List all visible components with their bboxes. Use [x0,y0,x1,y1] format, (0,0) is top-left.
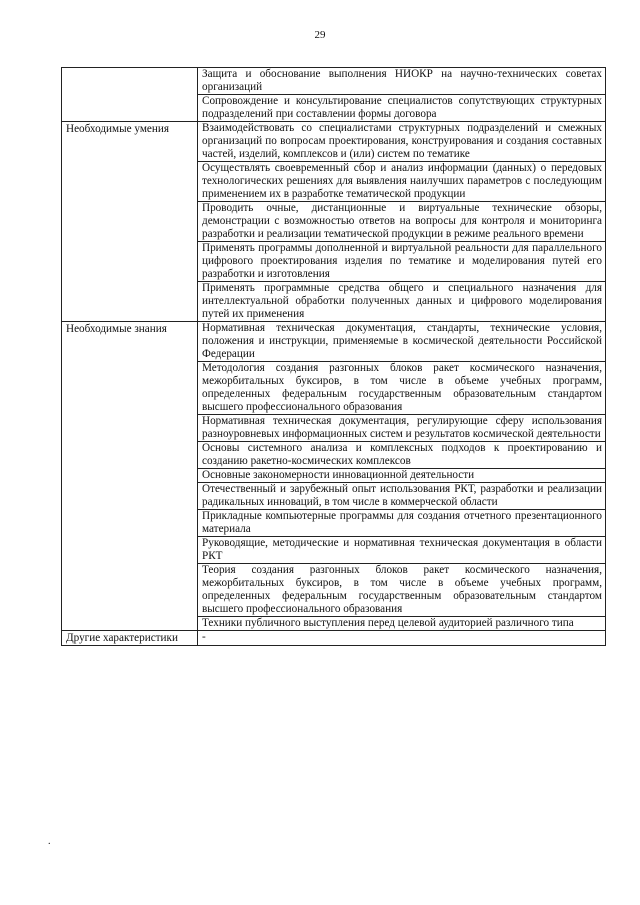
section-label: Другие характеристики [62,631,198,646]
requirement-cell: Защита и обоснование выполнения НИОКР на научно-технических советах организаций [198,68,606,95]
section-label: Необходимые знания [62,322,198,631]
requirement-cell: Методология создания разгонных блоков ракет космического назначения, межорбитальных буксиров, в том числе в объеме учебных программ, определенных федеральным государственным образовательным стандартом высшего профессионального образования [198,362,606,415]
page-number: 29 [314,29,326,41]
requirement-cell: Основные закономерности инновационной деятельности [198,469,606,483]
requirement-cell: Основы системного анализа и комплексных подходов к проектированию и созданию ракетно-космических комплексов [198,442,606,469]
requirement-cell: Прикладные компьютерные программы для создания отчетного презентационного материала [198,510,606,537]
requirement-cell: Взаимодействовать со специалистами структурных подразделений и смежных организаций по вопросам проектирования, конструирования и создания составных частей, изделий, комплексов и (или) систем по тематике [198,122,606,162]
table-row [62,68,606,95]
requirement-cell: Применять программные средства общего и специального назначения для интеллектуальной обработки полученных данных и цифрового моделирования путей их применения [198,282,606,322]
requirement-cell: Применять программы дополненной и виртуальной реальности для параллельного цифрового проектирования изделия по тематике и моделирования путей его разработки и изготовления [198,242,606,282]
section-label: Необходимые умения [62,122,198,322]
requirement-cell: Нормативная техническая документация, стандарты, технические условия, положения и инструкции, применяемые в космической деятельности Российской Федерации [198,322,606,362]
requirement-cell: Нормативная техническая документация, регулирующие сферу использования разноуровневых информационных систем и результатов космической деятельности [198,415,606,442]
requirement-cell: Проводить очные, дистанционные и виртуальные технические обзоры, демонстрации с возможностью ответов на вопросы для контроля и мониторинга разработки и реализации тематической продукции в режиме реального времени [198,202,606,242]
requirements-table [61,67,606,646]
requirement-cell: - [198,631,606,646]
section-label [62,68,198,122]
requirement-cell: Руководящие, методические и нормативная техническая документация в области РКТ [198,537,606,564]
table-row [62,631,606,646]
requirement-cell: Осуществлять своевременный сбор и анализ информации (данных) о передовых технологических решениях для выявления наилучших параметров с последующим применением их в разработке тематической продукции [198,162,606,202]
requirement-cell: Отечественный и зарубежный опыт использования РКТ, разработки и реализации радикальных инноваций, в том числе в коммерческой области [198,483,606,510]
requirement-cell: Техники публичного выступления перед целевой аудиторией различного типа [198,617,606,631]
requirement-cell: Теория создания разгонных блоков ракет космического назначения, межорбитальных буксиров, в том числе в объеме учебных программ, определенных федеральным государственным образовательным стандартом высшего профессионального образования [198,564,606,617]
requirement-cell: Сопровождение и консультирование специалистов сопутствующих структурных подразделений при составлении формы договора [198,95,606,122]
table-row [62,122,606,162]
table-row [62,322,606,362]
margin-mark: . [48,836,51,847]
